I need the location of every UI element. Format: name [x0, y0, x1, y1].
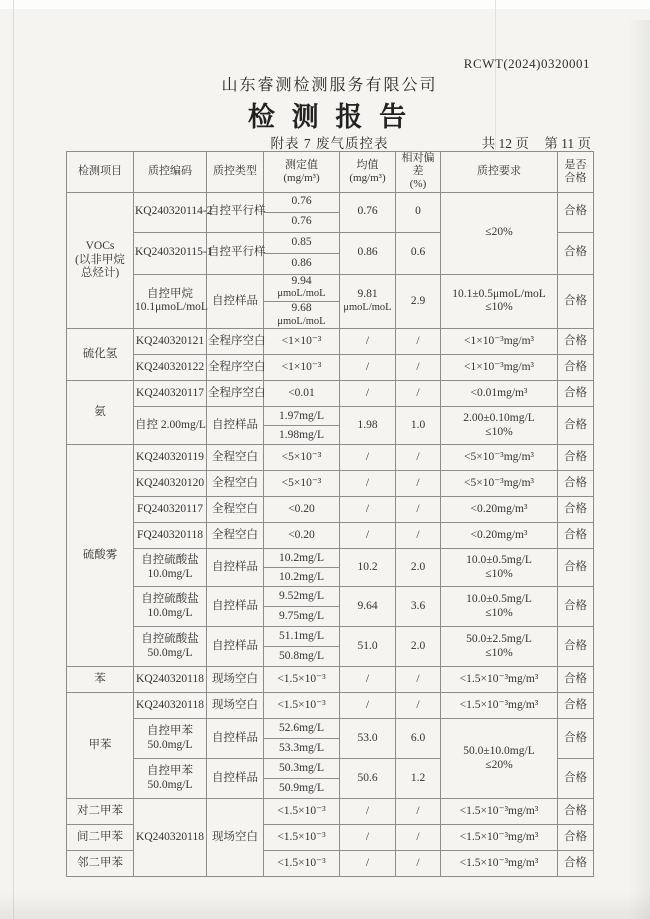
cell-mean: 0.76 — [340, 192, 396, 232]
text-line: 10.0mg/L — [147, 567, 193, 580]
cell-qc-code — [134, 627, 207, 667]
cell-measured-value: <0.20 — [264, 497, 340, 523]
cell-qc-type: 全程空白 — [207, 497, 264, 523]
cell-measured-value — [264, 301, 340, 328]
subtitle-row — [66, 132, 593, 151]
text-line: 10.0mg/L — [147, 606, 193, 619]
text-line: 自控甲烷 — [147, 287, 193, 300]
cell-pass: 合格 — [558, 192, 594, 232]
cell-qc-type: 全程空白 — [207, 445, 264, 471]
text-line: ≤20% — [485, 758, 513, 771]
cell-qc-code: KQ240320114-2 — [134, 192, 207, 232]
text-line: 是否 — [564, 158, 587, 171]
cell-mean: / — [340, 523, 396, 549]
table-row — [67, 445, 594, 471]
table-row — [67, 274, 594, 301]
header-pass — [558, 152, 594, 193]
cell-mean: / — [340, 445, 396, 471]
cell-measured-value: <1×10⁻³ — [264, 329, 340, 355]
cell-qc-code: 自控 2.00mg/L — [134, 407, 207, 445]
cell-measured-value: <1×10⁻³ — [264, 355, 340, 381]
cell-qc-type: 全程序空白 — [207, 381, 264, 407]
cell-mean: 53.0 — [340, 719, 396, 759]
cell-mean — [340, 274, 396, 329]
cell-deviation: / — [396, 523, 441, 549]
cell-qc-requirement — [441, 719, 558, 799]
cell-qc-requirement: <5×10⁻³mg/m³ — [441, 471, 558, 497]
cell-deviation: / — [396, 497, 441, 523]
cell-qc-requirement: <0.20mg/m³ — [441, 497, 558, 523]
cell-test-item-o-xylene: 邻二甲苯 — [67, 851, 134, 877]
cell-mean: / — [340, 329, 396, 355]
cell-deviation: 0 — [396, 192, 441, 232]
cell-deviation: 3.6 — [396, 587, 441, 627]
cell-measured-value: <5×10⁻³ — [264, 471, 340, 497]
cell-qc-type: 全程空白 — [207, 523, 264, 549]
cell-measured-value: 9.75mg/L — [264, 607, 340, 627]
table-row — [67, 355, 594, 381]
cell-deviation: 1.0 — [396, 407, 441, 445]
cell-measured-value: <0.20 — [264, 523, 340, 549]
cell-qc-code: KQ240320118 — [134, 667, 207, 693]
text-line: 10.1μmoL/moL — [135, 301, 208, 314]
cell-pass: 合格 — [558, 471, 594, 497]
cell-qc-requirement — [441, 274, 558, 329]
cell-qc-type: 全程序空白 — [207, 329, 264, 355]
cell-deviation: / — [396, 825, 441, 851]
header-test-item: 检测项目 — [67, 152, 134, 193]
cell-measured-value: 1.98mg/L — [264, 426, 340, 445]
cell-measured-value: 1.97mg/L — [264, 407, 340, 426]
cell-qc-requirement: <1.5×10⁻³mg/m³ — [441, 667, 558, 693]
table-row — [67, 523, 594, 549]
text-line: (以非甲烷 — [75, 253, 125, 266]
cell-qc-requirement: <1×10⁻³mg/m³ — [441, 355, 558, 381]
cell-pass: 合格 — [558, 497, 594, 523]
cell-test-item-nh3: 氨 — [67, 381, 134, 445]
cell-mean: / — [340, 497, 396, 523]
cell-pass: 合格 — [558, 693, 594, 719]
cell-deviation: 2.0 — [396, 627, 441, 667]
cell-qc-code — [134, 587, 207, 627]
cell-mean: / — [340, 693, 396, 719]
cell-qc-type: 全程空白 — [207, 471, 264, 497]
text-line: (mg/m³) — [283, 171, 320, 184]
text-line: μmoL/moL — [277, 288, 326, 300]
cell-qc-type: 自控平行样 — [207, 232, 264, 274]
scan-artifact-left-edge — [13, 0, 14, 919]
text-line: 50.0mg/L — [147, 738, 193, 751]
table-row — [67, 627, 594, 647]
cell-deviation: / — [396, 445, 441, 471]
cell-mean: / — [340, 851, 396, 877]
table-row — [67, 329, 594, 355]
text-line: 9.68 — [291, 301, 312, 314]
cell-qc-code — [134, 759, 207, 799]
text-line: ≤10% — [485, 646, 513, 659]
header-qc-requirement: 质控要求 — [441, 152, 558, 193]
text-line: 相对偏差 — [401, 152, 435, 178]
table-row — [67, 497, 594, 523]
cell-qc-requirement: <1.5×10⁻³mg/m³ — [441, 693, 558, 719]
text-line: ≤10% — [485, 425, 513, 438]
report-title: 检 测 报 告 — [247, 102, 412, 132]
text-line: (%) — [409, 178, 427, 191]
text-line: 50.0mg/L — [147, 646, 193, 659]
cell-pass: 合格 — [558, 549, 594, 587]
cell-qc-code: KQ240320118 — [134, 799, 207, 877]
cell-qc-code: KQ240320118 — [134, 693, 207, 719]
text-line: 总烃计) — [80, 267, 120, 280]
cell-measured-value: 50.8mg/L — [264, 647, 340, 667]
cell-mean: / — [340, 381, 396, 407]
text-line: 9.81 — [357, 288, 378, 301]
cell-qc-type: 现场空白 — [207, 667, 264, 693]
cell-mean: / — [340, 471, 396, 497]
header-qc-type: 质控类型 — [207, 152, 264, 193]
cell-pass: 合格 — [558, 274, 594, 329]
cell-mean: 9.64 — [340, 587, 396, 627]
cell-qc-requirement: <5×10⁻³mg/m³ — [441, 445, 558, 471]
table-row — [67, 471, 594, 497]
cell-measured-value: 9.52mg/L — [264, 587, 340, 607]
cell-test-item-vocs — [67, 192, 134, 329]
table-subtitle: 附表 7 废气质控表 — [270, 136, 389, 151]
cell-mean: 51.0 — [340, 627, 396, 667]
cell-qc-code: KQ240320117 — [134, 381, 207, 407]
cell-test-item-h2so4: 硫酸雾 — [67, 445, 134, 667]
cell-qc-requirement: <0.01mg/m³ — [441, 381, 558, 407]
cell-mean: 10.2 — [340, 549, 396, 587]
cell-qc-code: KQ240320120 — [134, 471, 207, 497]
cell-measured-value: 10.2mg/L — [264, 568, 340, 587]
table-row — [67, 719, 594, 739]
cell-qc-code: KQ240320119 — [134, 445, 207, 471]
text-line: 合格 — [564, 171, 587, 184]
cell-qc-type: 现场空白 — [207, 693, 264, 719]
cell-measured-value: <1.5×10⁻³ — [264, 667, 340, 693]
cell-qc-requirement: <1.5×10⁻³mg/m³ — [441, 825, 558, 851]
cell-qc-type: 自控样品 — [207, 407, 264, 445]
header-qc-code: 质控编码 — [134, 152, 207, 193]
cell-qc-type: 自控样品 — [207, 549, 264, 587]
cell-qc-type: 自控平行样 — [207, 192, 264, 232]
text-line: VOCs — [85, 239, 115, 252]
cell-qc-code: FQ240320118 — [134, 523, 207, 549]
text-line: 50.0±10.0mg/L — [463, 745, 535, 758]
cell-measured-value: 0.76 — [264, 212, 340, 232]
cell-mean: 50.6 — [340, 759, 396, 799]
cell-measured-value: 52.6mg/L — [264, 719, 340, 739]
text-line: ≤10% — [485, 606, 513, 619]
text-line: 自控硫酸盐 — [141, 633, 199, 646]
text-line: 50.0±2.5mg/L — [466, 633, 532, 646]
cell-measured-value: <1.5×10⁻³ — [264, 825, 340, 851]
text-line: 均值 — [356, 158, 379, 171]
cell-deviation: 6.0 — [396, 719, 441, 759]
text-line: 自控硫酸盐 — [141, 593, 199, 606]
cell-qc-requirement: <1×10⁻³mg/m³ — [441, 329, 558, 355]
cell-qc-type: 自控样品 — [207, 627, 264, 667]
cell-test-item-p-xylene: 对二甲苯 — [67, 799, 134, 825]
cell-qc-type: 自控样品 — [207, 587, 264, 627]
table-row — [67, 667, 594, 693]
cell-measured-value: <5×10⁻³ — [264, 445, 340, 471]
cell-pass: 合格 — [558, 232, 594, 274]
cell-measured-value: 50.3mg/L — [264, 759, 340, 779]
table-row — [67, 693, 594, 719]
cell-qc-requirement: <0.20mg/m³ — [441, 523, 558, 549]
text-line: μmoL/moL — [343, 302, 392, 314]
cell-qc-type: 自控样品 — [207, 274, 264, 329]
table-row — [67, 587, 594, 607]
cell-qc-requirement: <1.5×10⁻³mg/m³ — [441, 851, 558, 877]
cell-deviation: 2.0 — [396, 549, 441, 587]
cell-measured-value: <1.5×10⁻³ — [264, 693, 340, 719]
header-measured-value — [264, 152, 340, 193]
text-line: (mg/m³) — [349, 171, 386, 184]
cell-test-item-benzene: 苯 — [67, 667, 134, 693]
cell-deviation: / — [396, 329, 441, 355]
cell-deviation: 2.9 — [396, 274, 441, 329]
cell-measured-value: <0.01 — [264, 381, 340, 407]
cell-deviation: / — [396, 355, 441, 381]
text-line: 10.0±0.5mg/L — [466, 554, 532, 567]
cell-deviation: / — [396, 381, 441, 407]
cell-mean: 0.86 — [340, 232, 396, 274]
text-line: 自控甲苯 — [147, 765, 193, 778]
cell-qc-requirement: <1.5×10⁻³mg/m³ — [441, 799, 558, 825]
page-current: 第 11 页 — [544, 136, 591, 151]
cell-qc-requirement — [441, 407, 558, 445]
text-line: 10.0±0.5mg/L — [466, 593, 532, 606]
cell-measured-value: <1.5×10⁻³ — [264, 799, 340, 825]
text-line: 自控硫酸盐 — [141, 554, 199, 567]
cell-qc-code: FQ240320117 — [134, 497, 207, 523]
cell-deviation: / — [396, 799, 441, 825]
cell-measured-value: <1.5×10⁻³ — [264, 851, 340, 877]
header-mean — [340, 152, 396, 193]
table-row — [67, 381, 594, 407]
cell-measured-value: 53.3mg/L — [264, 739, 340, 759]
cell-qc-type: 现场空白 — [207, 799, 264, 877]
cell-mean: / — [340, 667, 396, 693]
cell-deviation: / — [396, 851, 441, 877]
cell-qc-type: 全程序空白 — [207, 355, 264, 381]
cell-pass: 合格 — [558, 329, 594, 355]
page-info — [470, 132, 591, 152]
scan-artifact-top-strip — [0, 0, 650, 9]
report-number: RCWT(2024)0320001 — [463, 56, 590, 71]
cell-qc-code: KQ240320121 — [134, 329, 207, 355]
cell-measured-value: 51.1mg/L — [264, 627, 340, 647]
cell-measured-value — [264, 274, 340, 301]
cell-pass: 合格 — [558, 407, 594, 445]
cell-pass: 合格 — [558, 825, 594, 851]
cell-measured-value: 10.2mg/L — [264, 549, 340, 568]
text-line: μmoL/moL — [277, 315, 326, 327]
text-line: 自控甲苯 — [147, 725, 193, 738]
cell-pass: 合格 — [558, 759, 594, 799]
pages-total: 共 12 页 — [481, 136, 529, 151]
cell-pass: 合格 — [558, 587, 594, 627]
cell-mean: / — [340, 799, 396, 825]
text-line: 2.00±0.10mg/L — [463, 412, 535, 425]
cell-pass: 合格 — [558, 445, 594, 471]
cell-measured-value: 0.86 — [264, 253, 340, 274]
cell-pass: 合格 — [558, 381, 594, 407]
scan-artifact-right-shadow — [628, 20, 650, 919]
cell-qc-type: 自控样品 — [207, 759, 264, 799]
cell-pass: 合格 — [558, 799, 594, 825]
table-header-row — [67, 152, 594, 193]
cell-deviation: 0.6 — [396, 232, 441, 274]
cell-test-item-h2s: 硫化氢 — [67, 329, 134, 381]
cell-mean: / — [340, 355, 396, 381]
cell-qc-requirement — [441, 549, 558, 587]
text-line: ≤10% — [485, 567, 513, 580]
table-row — [67, 407, 594, 426]
text-line: 9.94 — [291, 274, 312, 287]
scan-artifact-bottom-shadow — [0, 891, 650, 919]
cell-pass: 合格 — [558, 851, 594, 877]
qc-table — [66, 151, 594, 877]
cell-mean: 1.98 — [340, 407, 396, 445]
text-line: 10.1±0.5μmoL/moL — [452, 287, 546, 300]
cell-deviation: / — [396, 693, 441, 719]
cell-qc-type: 自控样品 — [207, 719, 264, 759]
cell-qc-requirement: ≤20% — [441, 192, 558, 274]
cell-qc-requirement — [441, 627, 558, 667]
cell-qc-code — [134, 549, 207, 587]
company-name: 山东睿测检测服务有限公司 — [221, 77, 438, 94]
cell-pass: 合格 — [558, 355, 594, 381]
cell-pass: 合格 — [558, 719, 594, 759]
cell-qc-code: KQ240320115-1 — [134, 232, 207, 274]
cell-test-item-toluene: 甲苯 — [67, 693, 134, 799]
text-line: ≤10% — [485, 301, 513, 314]
cell-qc-code — [134, 274, 207, 329]
cell-qc-code: KQ240320122 — [134, 355, 207, 381]
cell-mean: / — [340, 825, 396, 851]
table-row — [67, 192, 594, 212]
cell-qc-code — [134, 719, 207, 759]
cell-measured-value: 50.9mg/L — [264, 779, 340, 799]
table-row — [67, 549, 594, 568]
header-relative-deviation — [396, 152, 441, 193]
text-line: 50.0mg/L — [147, 778, 193, 791]
text-line: 测定值 — [285, 158, 318, 171]
cell-measured-value: 0.85 — [264, 232, 340, 253]
cell-measured-value: 0.76 — [264, 192, 340, 212]
cell-deviation: / — [396, 471, 441, 497]
cell-deviation: 1.2 — [396, 759, 441, 799]
cell-test-item-m-xylene: 间二甲苯 — [67, 825, 134, 851]
cell-qc-requirement — [441, 587, 558, 627]
cell-deviation: / — [396, 667, 441, 693]
cell-pass: 合格 — [558, 667, 594, 693]
table-row — [67, 799, 594, 825]
cell-pass: 合格 — [558, 523, 594, 549]
cell-pass: 合格 — [558, 627, 594, 667]
